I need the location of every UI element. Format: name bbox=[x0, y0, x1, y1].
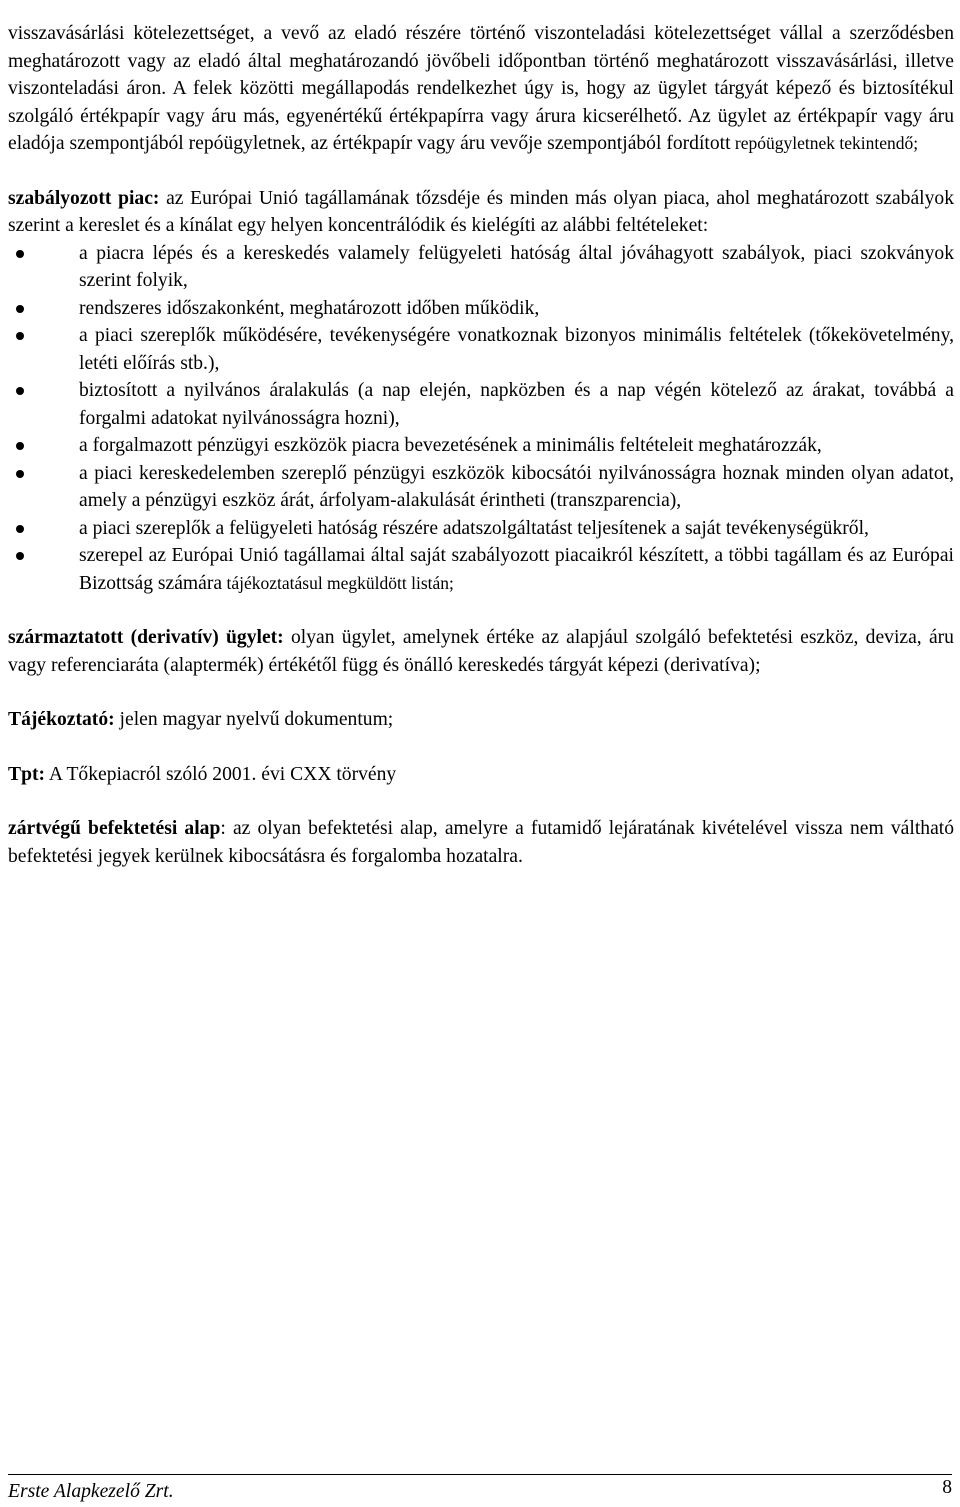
bullet-icon bbox=[16, 442, 24, 450]
list-item-text: a piaci szereplők működésére, tevékenységére vonatkoznak bizonyos minimális feltételek (tőkekövetelmény, letéti előírás stb.), bbox=[79, 325, 954, 374]
spacer bbox=[8, 158, 954, 185]
closed-fund-definition bbox=[8, 815, 954, 870]
footer-company-name: Erste Alapkezelő Zrt. bbox=[8, 1481, 174, 1502]
list-item bbox=[8, 377, 954, 432]
tpt-text: A Tőkepiacról szóló 2001. évi CXX törvény bbox=[45, 763, 397, 785]
page-footer bbox=[8, 1474, 952, 1505]
bullet-icon bbox=[16, 250, 24, 258]
bullet-icon bbox=[16, 525, 24, 533]
derivative-text: olyan ügylet, amelynek értéke az alapjául szolgáló befektetési eszköz, deviza, áru vagy referenciaráta (alaptermék) értékétől függ és önálló kereskedés tárgyát képezi (derivatíva); bbox=[8, 627, 954, 676]
list-item-text: a forgalmazott pénzügyi eszközök piacra bevezetésének a minimális feltételeit meghatározzák, bbox=[79, 435, 822, 456]
bullet-icon bbox=[16, 305, 24, 313]
derivative-term: származtatott (derivatív) ügylet: bbox=[8, 627, 284, 648]
list-item bbox=[8, 542, 954, 597]
regulated-market-text: az Európai Unió tagállamának tőzsdéje és minden más olyan piaca, ahol meghatározott szabályok szerint a kereslet és a kínálat egy helyen koncentrálódik és kielégíti az alábbi feltételeket: bbox=[8, 187, 955, 236]
info-text: jelen magyar nyelvű dokumentum; bbox=[114, 709, 394, 730]
list-item-text: a piacra lépés és a kereskedés valamely felügyeleti hatóság által jóváhagyott szabályok, piaci szokványok szerint folyik, bbox=[79, 242, 954, 291]
derivative-definition bbox=[8, 624, 954, 679]
list-item bbox=[8, 460, 954, 515]
list-item bbox=[8, 432, 954, 460]
closed-fund-text: : az olyan befektetési alap, amelyre a futamidő lejáratának kivételével vissza nem váltható befektetési jegyek kerülnek kibocsátásra és forgalomba hozatalra. bbox=[8, 818, 955, 867]
regulated-market-conditions-list bbox=[8, 240, 954, 598]
list-item-text: biztosított a nyilvános áralakulás (a nap elején, napközben és a nap végén kötelező az árakat, továbbá a forgalmi adatokat nyilvánosságra hozni), bbox=[79, 380, 954, 429]
repo-text: visszavásárlási kötelezettséget, a vevő az eladó részére történő viszonteladási kötelezettséget vállal a szerződésben meghatározott vagy az eladó által meghatározandó jövőbeli időpontban történő meghatározott visszavásárlási, illetve viszonteladási áron. A felek közötti megállapodás rendelkezhet úgy is, hogy az ügylet tárgyát képező és biztosítékul szolgáló értékpapír vagy áru más, egyenértékű értékpapírra vagy árura kicserélhető. Az ügylet az értékpapír vagy áru eladója szempontjából repóügyletnek, az értékpapír vagy áru vevője szempontjából fordított bbox=[8, 23, 954, 154]
list-item-text: a piaci kereskedelemben szereplő pénzügyi eszközök kibocsátói nyilvánosságra hoznak minden olyan adatot, amely a pénzügyi eszköz árát, árfolyam-alakulását érintheti (transzparencia), bbox=[79, 462, 954, 511]
list-item bbox=[8, 322, 954, 377]
closed-fund-term: zártvégű befektetési alap bbox=[8, 818, 221, 839]
spacer bbox=[8, 734, 954, 761]
list-item-text: a piaci szereplők a felügyeleti hatóság részére adatszolgáltatást teljesítenek a saját tevékenységükről, bbox=[79, 517, 869, 539]
info-definition bbox=[8, 706, 954, 734]
info-term: Tájékoztató: bbox=[8, 709, 115, 730]
list-item bbox=[8, 515, 954, 543]
bullet-icon bbox=[16, 470, 24, 478]
bullet-icon bbox=[16, 387, 24, 395]
spacer bbox=[8, 788, 954, 815]
tpt-term: Tpt: bbox=[8, 763, 46, 785]
regulated-market-term: szabályozott piac: bbox=[8, 187, 160, 209]
list-item bbox=[8, 240, 954, 295]
spacer bbox=[8, 679, 954, 706]
list-item-text: rendszeres időszakonként, meghatározott időben működik, bbox=[79, 297, 540, 319]
tpt-definition bbox=[8, 761, 954, 789]
repo-text-small: repóügyletnek tekintendő; bbox=[730, 133, 919, 153]
repo-definition-continuation bbox=[8, 20, 954, 158]
spacer bbox=[8, 597, 954, 624]
document-page bbox=[8, 20, 954, 870]
regulated-market-definition bbox=[8, 185, 954, 240]
list-item bbox=[8, 295, 954, 323]
list-item-text: szerepel az Európai Unió tagállamai által saját szabályozott piacaikról készített, a többi tagállam és az Európai Bizottság számára bbox=[79, 545, 954, 594]
bullet-icon bbox=[16, 552, 24, 560]
bullet-icon bbox=[16, 332, 24, 340]
page-number: 8 bbox=[942, 1477, 952, 1498]
list-item-text-small: tájékoztatásul megküldött listán; bbox=[222, 572, 454, 593]
